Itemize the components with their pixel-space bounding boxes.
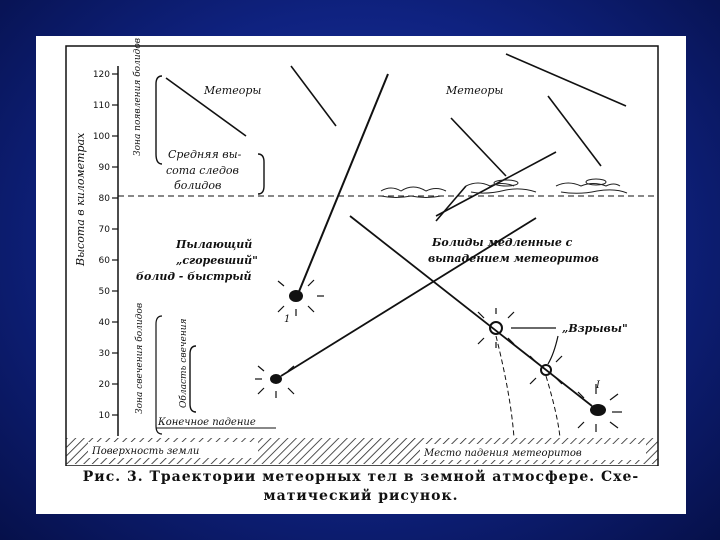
- figure-caption: [36, 468, 686, 506]
- fast-bolide-label-3: болид - быстрый: [136, 270, 252, 283]
- y-tick-label: 110: [92, 101, 110, 111]
- y-tick-label: 60: [98, 256, 110, 266]
- meteors-right-label: Метеоры: [446, 84, 504, 97]
- earth-surface-label: Поверхность земли: [92, 446, 200, 457]
- y-tick-label: 120: [92, 70, 110, 80]
- zone-meteors-label: Зона появления болидов: [133, 38, 143, 156]
- y-tick-label: 80: [98, 194, 110, 204]
- y-tick-label: 40: [98, 318, 110, 328]
- avg-trail-label-3: болидов: [174, 179, 222, 192]
- luminous-trails: [381, 179, 627, 198]
- meteor-trajectory-figure: [36, 36, 686, 466]
- zone-bolides-label: Зона свечения болидов: [135, 302, 145, 414]
- avg-trail-label-2: сота следов: [166, 164, 239, 177]
- y-tick-label: 50: [98, 287, 110, 297]
- fast-bolide-label-2: „сгоревший": [176, 254, 258, 267]
- fast-bolide-trajectory: [298, 74, 388, 294]
- slow-bolide-left: [270, 374, 282, 384]
- zone-shine-bracket: [190, 346, 196, 412]
- zone-meteors-bracket: [156, 76, 162, 164]
- slide: [36, 36, 686, 514]
- y-tick-label: 100: [92, 132, 110, 142]
- meteors-left-label: Метеоры: [204, 84, 262, 97]
- y-tick-label: 90: [98, 163, 110, 173]
- fall-paths: [496, 336, 560, 438]
- y-tick-label: 20: [98, 380, 110, 390]
- slow-bolide-right: [590, 404, 606, 416]
- y-axis-ticks: [93, 70, 118, 421]
- slow-bolides-label-2: выпадением метеоритов: [428, 252, 599, 265]
- y-tick-label: 10: [98, 411, 110, 421]
- marker-1: 1: [284, 314, 291, 325]
- meteor-streaks: [166, 54, 626, 221]
- explosions-pointer-2: [548, 336, 558, 364]
- fall-place-label: Место падения метеоритов: [424, 448, 582, 459]
- slow-bolides-label-1: Болиды медленные с: [432, 236, 573, 249]
- explosion-upper: [478, 308, 514, 348]
- caption-line-2: матический рисунок.: [263, 488, 459, 504]
- zone-shine-label: Область свечения: [179, 318, 189, 408]
- y-axis-label: Высота в километрах: [74, 132, 87, 266]
- fast-bolide-label-1: Пылающий: [176, 238, 253, 251]
- fast-bolide: [289, 290, 303, 302]
- avg-trail-bracket: [258, 154, 264, 194]
- marker-explosion: I: [596, 380, 600, 391]
- y-tick-label: 30: [98, 349, 110, 359]
- y-tick-label: 70: [98, 225, 110, 235]
- caption-line-1: Рис. 3. Траектории метеорных тел в земной атмосфере. Схе-: [82, 469, 640, 485]
- fall-end-label: Конечное падение: [158, 417, 256, 428]
- avg-trail-label-1: Средняя вы-: [168, 148, 242, 161]
- explosions-label: „Взрывы": [562, 322, 628, 335]
